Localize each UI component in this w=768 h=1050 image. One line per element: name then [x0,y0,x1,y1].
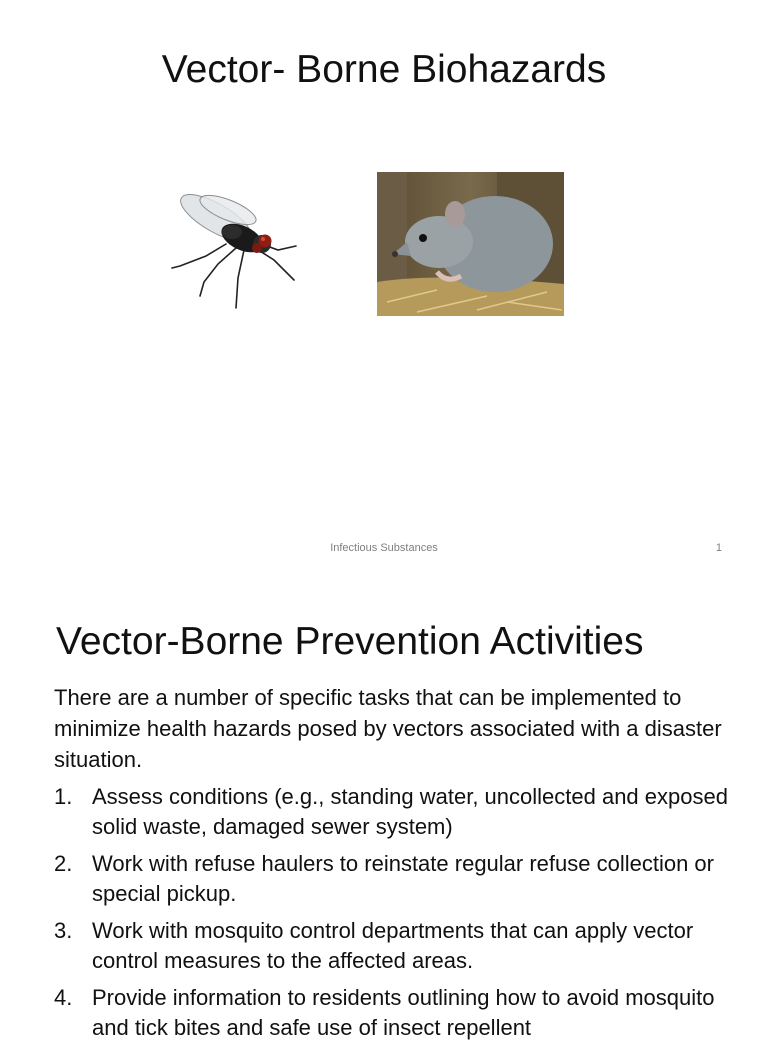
list-item [54,983,734,1043]
list-item-text: Assess conditions (e.g., standing water, uncollected and exposed solid waste, damaged sewer system) [92,784,728,839]
list-item [54,916,734,976]
footer-text: Infectious Substances [330,542,438,554]
list-number: 1. [54,784,73,809]
rat-image [377,172,564,316]
fly-image [166,186,300,312]
intro-paragraph: There are a number of specific tasks that can be implemented to minimize health hazards posed by vectors associated with a disaster situation. [54,685,722,772]
slide-2 [0,596,768,1040]
slide-title: Vector- Borne Biohazards [161,48,607,91]
list-item-text: Work with mosquito control departments that can apply vector control measures to the affected areas. [92,918,694,973]
list-number: 3. [54,918,73,943]
slide-title: Vector-Borne Prevention Activities [56,620,644,663]
list-item-text: Provide information to residents outlining how to avoid mosquito and tick bites and safe use of insect repellent [92,985,715,1040]
list-item [54,782,734,842]
list-number: 2. [54,851,73,876]
list-number: 4. [54,985,73,1010]
activities-list [54,782,734,1050]
page-number: 1 [715,542,722,554]
slide-divider [0,576,768,596]
list-item [54,849,734,909]
list-item-text: Work with refuse haulers to reinstate regular refuse collection or special pickup. [92,851,714,906]
